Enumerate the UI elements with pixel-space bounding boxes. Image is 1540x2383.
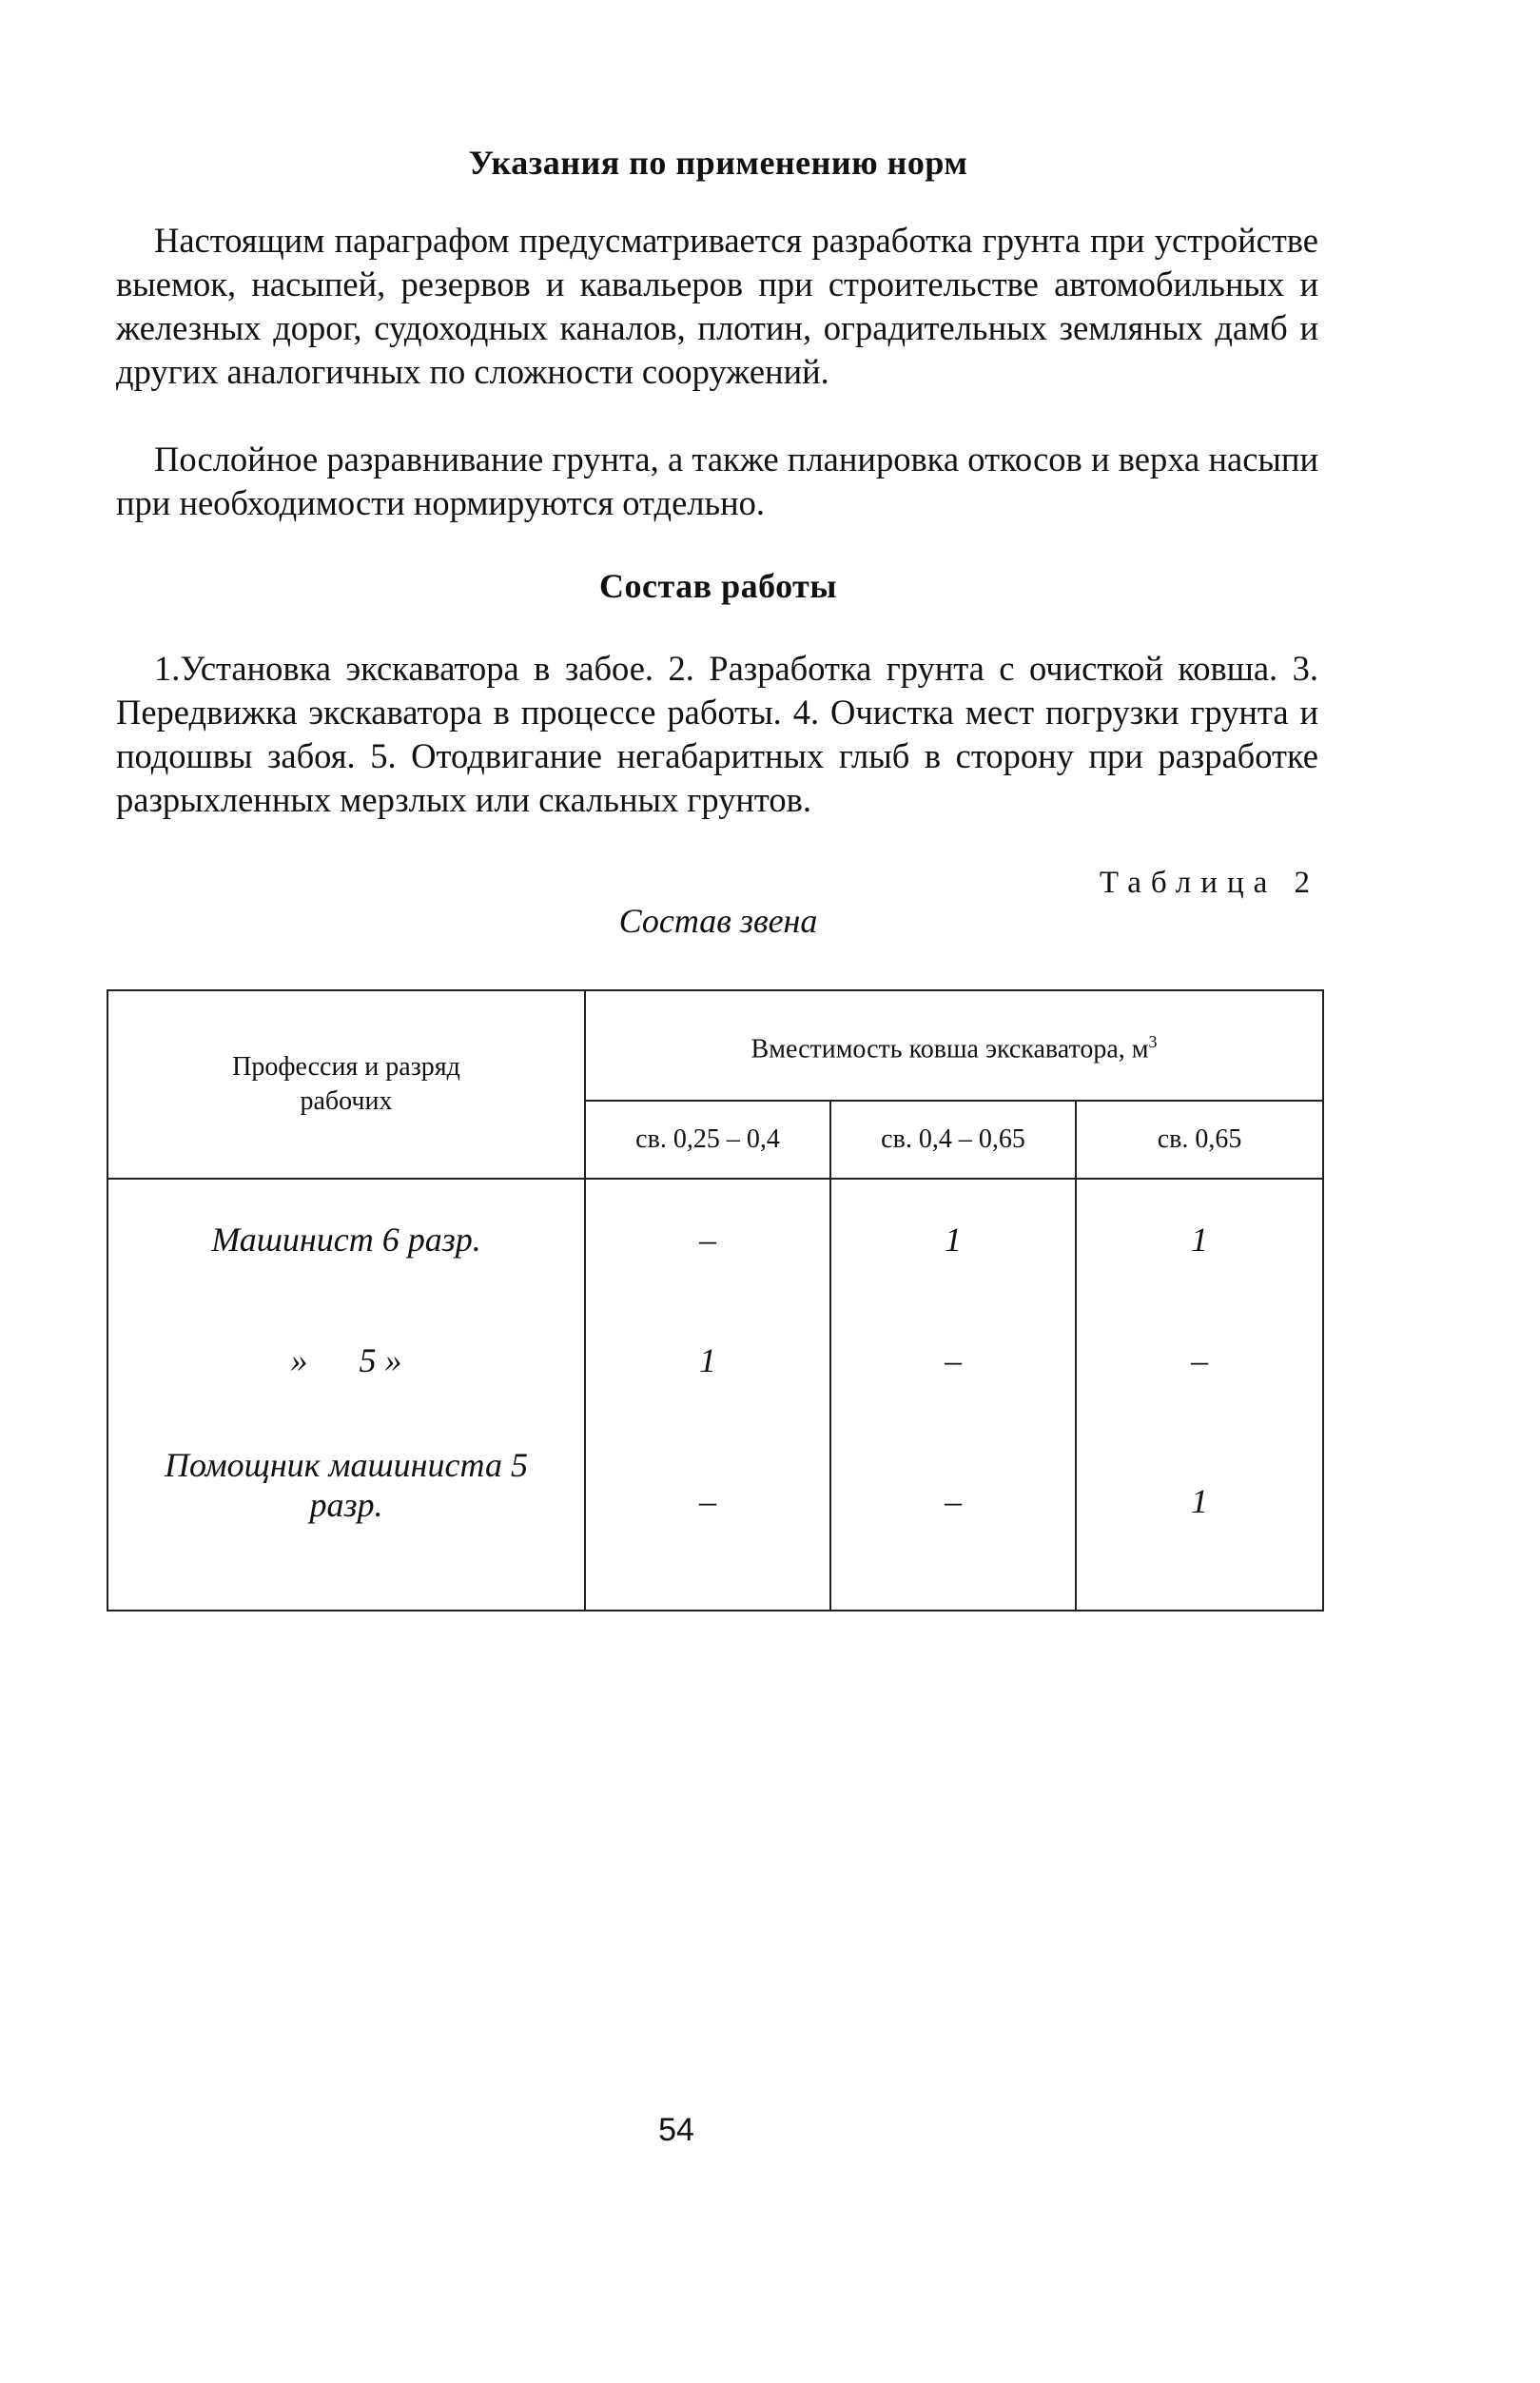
paragraph-1: Настоящим параграфом предусматривается разработка грунта при устройстве выемок, насыпей, резервов и кавальеров при строительстве автомобильных и железных дорог, судоходных каналов, плотин, оградительных земляных дамб и других аналогичных по сложности сооружений.	[116, 221, 1318, 391]
header-capacity	[585, 990, 1323, 1101]
section-heading: Указания по применению норм	[468, 144, 968, 182]
row-profession-text: Помощник машиниста 5 разр.	[165, 1446, 528, 1524]
row-value: –	[585, 1179, 830, 1321]
header-profession-text: Профессия и разряд рабочих	[232, 1052, 460, 1116]
row-value: –	[1076, 1321, 1323, 1426]
table-title: Состав звена	[618, 902, 818, 940]
row-value: –	[585, 1426, 830, 1611]
crew-table	[107, 989, 1324, 1611]
table-row	[107, 1321, 1323, 1426]
header-capacity-text: Вместимость ковша экскаватора, м	[751, 1034, 1149, 1065]
row-profession: » 5 »	[107, 1321, 585, 1426]
table-label: Таблица 2	[1099, 866, 1319, 900]
row-value: 1	[1076, 1179, 1323, 1321]
column-header-1: св. 0,25 – 0,4	[585, 1101, 830, 1179]
row-value: 1	[830, 1179, 1076, 1321]
paragraph-2: Послойное разравнивание грунта, а также планировка откосов и верха насыпи при необходимости нормируются отдельно.	[116, 439, 1318, 522]
row-profession	[107, 1426, 585, 1611]
row-value: –	[830, 1426, 1076, 1611]
table-row	[107, 1426, 1323, 1611]
table-row	[107, 1179, 1323, 1321]
work-description: 1.Установка экскаватора в забое. 2. Разработка грунта с очисткой ковша. 3. Передвижка экскаватора в процессе работы. 4. Очистка мест погрузки грунта и подошвы забоя. 5. Отодвигание негабаритных глыб в сторону при разработке разрыхленных мерзлых или скальных грунтов.	[116, 649, 1318, 819]
row-value: 1	[1076, 1426, 1323, 1611]
page-number: 54	[658, 2112, 694, 2148]
row-profession: Машинист 6 разр.	[107, 1179, 585, 1321]
header-profession	[107, 990, 585, 1179]
column-header-3: св. 0,65	[1076, 1101, 1323, 1179]
header-capacity-unit-sup: 3	[1148, 1031, 1158, 1051]
column-header-2: св. 0,4 – 0,65	[830, 1101, 1076, 1179]
row-value: 1	[585, 1321, 830, 1426]
work-heading: Состав работы	[599, 567, 837, 605]
row-value: –	[830, 1321, 1076, 1426]
